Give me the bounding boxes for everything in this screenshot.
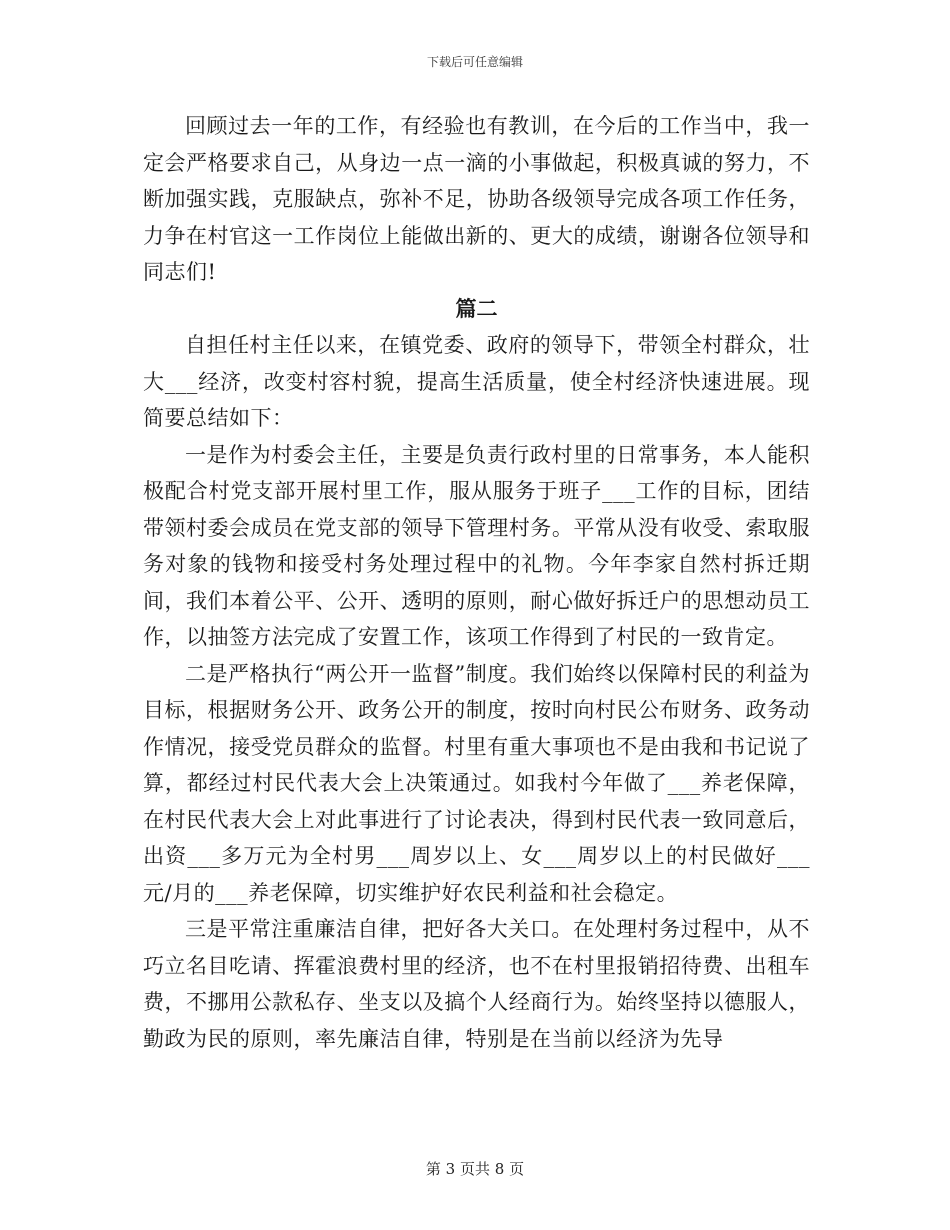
paragraph-4: 二是严格执行“两公开一监督”制度。我们始终以保障村民的利益为目标，根据财务公开、政务公开的制度，按时向村民公布财务、政务动作情况，接受党员群众的监督。村里有重大事项也不是由我和书记说了算，都经过村民代表大会上决策通过。如我村今年做了___养老保障，在村民代表大会上对此事进行了讨论表决，得到村民代表一致同意后，出资___多万元为全村男___周岁以上、女___周岁以上的村民做好___元/月的___养老保障，切实维护好农民利益和社会稳定。 [143,661,810,905]
paragraph-5: 三是平常注重廉洁自律，把好各大关口。在处理村务过程中，从不巧立名目吃请、挥霍浪费村里的经济，也不在村里报销招待费、出租车费，不挪用公款私存、坐支以及搞个人经商行为。始终坚持以德服人，勤政为民的原则，率先廉洁自律，特别是在当前以经济为先导 [143,917,810,1051]
page-number: 第 3 页共 8 页 [425,1160,525,1178]
document-body [143,108,810,1057]
paragraph-1: 回顾过去一年的工作，有经验也有教训，在今后的工作当中，我一定会严格要求自己，从身边一点一滴的小事做起，积极真诚的努力，不断加强实践，克服缺点，弥补不足，协助各级领导完成各项工作任务，力争在村官这一工作岗位上能做出新的、更大的成绩，谢谢各位领导和同志们! [143,114,810,284]
paragraph-2: 自担任村主任以来，在镇党委、政府的领导下，带领全村群众，壮大___经济，改变村容村貌，提高生活质量，使全村经济快速进展。现简要总结如下： [143,333,810,430]
header-note: 下载后可任意编辑 [426,55,523,69]
section-title: 篇二 [455,295,498,321]
paragraph-3: 一是作为村委会主任，主要是负责行政村里的日常事务，本人能积极配合村党支部开展村里工作，服从服务于班子___工作的目标，团结带领村委会成员在党支部的领导下管理村务。平常从没有收受、索取服务对象的钱物和接受村务处理过程中的礼物。今年李家自然村拆迁期间，我们本着公平、公开、透明的原则，耐心做好拆迁户的思想动员工作，以抽签方法完成了安置工作，该项工作得到了村民的一致肯定。 [143,442,810,649]
